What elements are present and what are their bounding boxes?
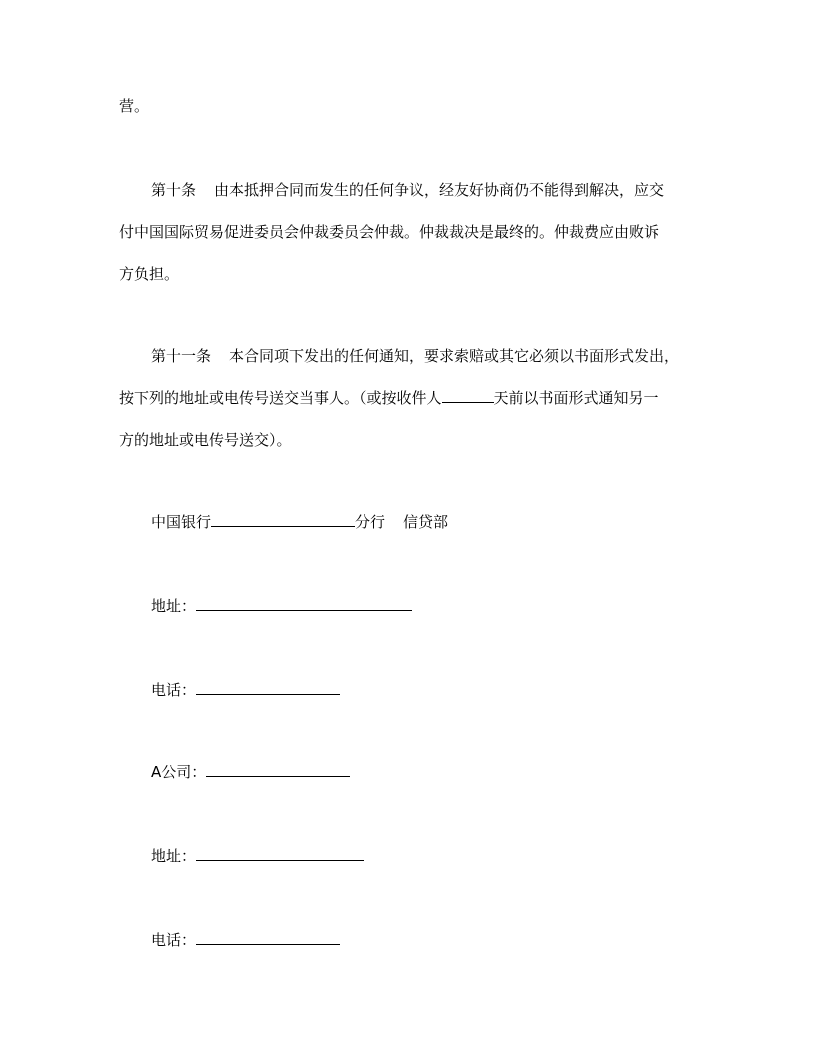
field-company-phone bbox=[151, 930, 340, 950]
company-address-blank[interactable] bbox=[196, 846, 364, 861]
field-bank-address bbox=[151, 596, 412, 616]
article-10-line-2 bbox=[119, 222, 659, 242]
days-blank[interactable] bbox=[442, 388, 494, 403]
field-label: 地址： bbox=[151, 597, 197, 615]
article-10-text-1: 由本抵押合同而发生的任何争议，经友好协商仍不能得到解决，应交 bbox=[214, 181, 665, 199]
continuation-text bbox=[119, 96, 149, 116]
field-label: A公司： bbox=[151, 763, 207, 781]
bank-branch-blank[interactable] bbox=[211, 512, 355, 527]
company-phone-blank[interactable] bbox=[196, 930, 340, 945]
bank-line bbox=[151, 512, 448, 532]
field-label: 电话： bbox=[151, 681, 197, 699]
field-company bbox=[151, 762, 350, 782]
bank-dept-label: 信贷部 bbox=[403, 513, 449, 531]
article-10-line-3 bbox=[119, 264, 179, 284]
article-10-text-2: 付中国国际贸易促进委员会仲裁委员会仲裁。仲裁裁决是最终的。仲裁费应由败诉 bbox=[119, 223, 660, 241]
field-label: 电话： bbox=[151, 931, 197, 949]
bank-phone-blank[interactable] bbox=[196, 680, 340, 695]
bank-prefix: 中国银行 bbox=[151, 513, 212, 531]
article-11-text-2a: 按下列的地址或电传号送交当事人。（或按收件人 bbox=[119, 389, 442, 407]
article-11-line-1 bbox=[151, 346, 679, 366]
article-11-heading: 第十一条 bbox=[151, 347, 212, 365]
article-11-text-2b: 天前以书面形式通知另一 bbox=[493, 389, 659, 407]
article-10-line-1 bbox=[151, 180, 664, 200]
article-10-text-3: 方负担。 bbox=[119, 265, 180, 283]
article-10-heading: 第十条 bbox=[151, 181, 197, 199]
field-label: 地址： bbox=[151, 847, 197, 865]
article-11-line-3 bbox=[119, 430, 292, 450]
bank-address-blank[interactable] bbox=[196, 596, 412, 611]
article-11-text-3: 方的地址或电传号送交）。 bbox=[119, 431, 292, 449]
company-blank[interactable] bbox=[206, 762, 350, 777]
field-bank-phone bbox=[151, 680, 340, 700]
field-company-address bbox=[151, 846, 364, 866]
continuation-span: 营。 bbox=[119, 97, 150, 115]
article-11-text-1: 本合同项下发出的任何通知，要求索赔或其它必须以书面形式发出， bbox=[229, 347, 680, 365]
article-11-line-2 bbox=[119, 388, 659, 408]
bank-branch-label: 分行 bbox=[355, 513, 386, 531]
